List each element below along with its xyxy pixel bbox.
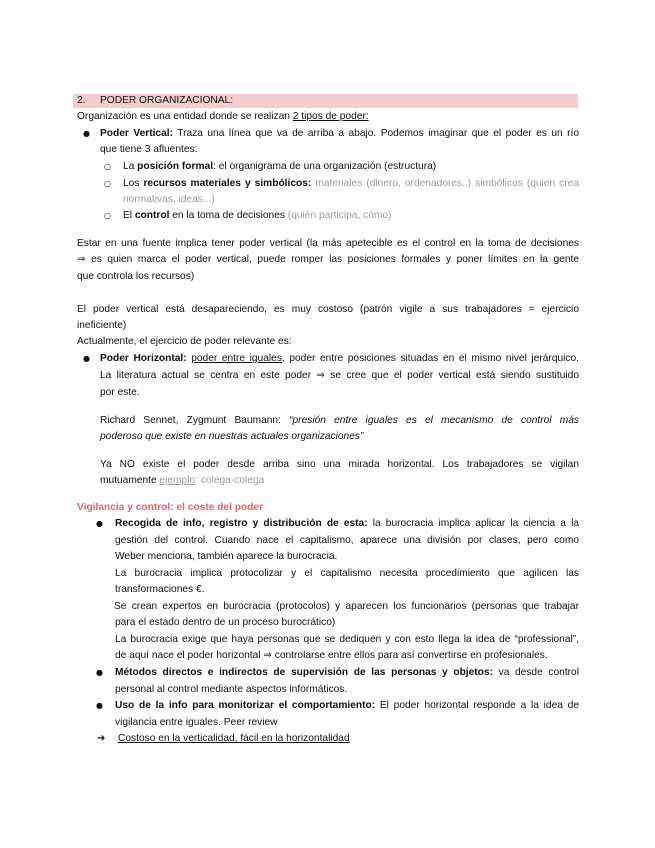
afluente-term: posición formal <box>137 161 214 172</box>
paragraph-line: ⇒ es quien marca el poder vertical, puede romper las posiciones formales y poner límites en la gente <box>77 254 579 265</box>
example-text: : colega-colega <box>195 475 265 486</box>
bullet-icon: ● <box>83 129 90 138</box>
afluente-lead: Los <box>123 178 144 189</box>
afluente-gray-text: materiales (dinero, ordenadores..) simbólicos (quien crea <box>315 178 579 189</box>
recogida-line: gestión del control. Cuando nace el capitalismo, aparece una división por clases, pero como <box>115 535 579 546</box>
poder-vertical-line-2: que tiene 3 afluentes: <box>100 144 198 155</box>
metodos-line <box>115 666 579 680</box>
paragraph-line: Actualmente, el ejercicio de poder relevante es: <box>77 336 292 347</box>
uso-info-line <box>115 699 579 713</box>
quote-line <box>100 414 579 428</box>
poder-vertical-text: Traza una línea que va de arriba a abajo. Podemos imaginar que el poder es un río <box>172 128 580 139</box>
recogida-line: Se crean expertos en burocracia (protocolos) y aparecen los funcionarios (personas que trabajar <box>114 601 579 612</box>
recogida-term: Recogida de info, registro y distribución de esta: <box>115 518 368 529</box>
poder-horizontal-underlined: poder entre iguales <box>191 353 282 364</box>
recogida-line: de aquí nace el poder horizontal ⇒ controlarse entre ellos para así convertirse en profesionales. <box>115 650 548 661</box>
conclusion: Costoso en la verticalidad, fácil en la horizontalidad <box>118 733 350 744</box>
bullet-icon: ● <box>96 701 103 710</box>
recogida-line: Weber menciona, también aparece la burocracia. <box>115 551 338 562</box>
afluente-control <box>123 209 391 223</box>
mirada-text: mutuamente <box>100 475 160 486</box>
uso-info-term: Uso de la info para monitorizar el comportamiento: <box>115 700 376 711</box>
paragraph-line: Estar en una fuente implica tener poder vertical (la más apetecible es el control en la toma de decisiones <box>77 238 579 249</box>
bullet-icon: ● <box>96 519 103 528</box>
poder-vertical-line <box>100 127 579 141</box>
recogida-text: la burocracia implica aplicar la ciencia a la <box>367 518 579 529</box>
poder-horizontal-text: , poder entre posiciones situadas en el mismo nivel jerárquico. <box>281 353 579 364</box>
arrow-icon: ➔ <box>97 733 106 744</box>
afluente-text: : el organigrama de una organización (estructura) <box>213 161 437 172</box>
example-link: ejemplo <box>159 475 196 486</box>
poder-horizontal-line-3: por este. <box>100 387 140 398</box>
afluente-text: en la toma de decisiones <box>169 210 288 221</box>
mirada-line: Ya NO existe el poder desde arriba sino una mirada horizontal. Los trabajadores se vigilan <box>100 459 579 470</box>
recogida-line: para el estado dentro de un proceso burocrático) <box>115 617 336 628</box>
afluente-recursos <box>123 177 579 191</box>
section-title: PODER ORGANIZACIONAL: <box>100 95 234 106</box>
quote-authors: Richard Sennet, Zygmunt Baumann: <box>100 415 290 426</box>
subsection-heading: Vigilancia y control: el coste del poder <box>77 502 264 513</box>
sub-bullet-icon: ○ <box>104 162 111 171</box>
section-heading <box>73 94 578 108</box>
section-number: 2. <box>77 95 86 106</box>
sub-bullet-icon: ○ <box>104 179 111 188</box>
intro-underlined: 2 tipos de poder: <box>292 111 369 122</box>
afluente-lead: La <box>123 161 138 172</box>
afluente-term: recursos materiales y simbólicos: <box>143 178 316 189</box>
recogida-line: La burocracia implica protocolizar y el capitalismo necesita procedimiento que agilicen las <box>115 568 579 579</box>
metodos-line-2: personal al control mediante aspectos informáticos. <box>115 684 348 695</box>
uso-info-line-2: vigilancia entre iguales. Peer review <box>115 717 278 728</box>
paragraph-line: ineficiente) <box>77 320 127 331</box>
metodos-text: va desde control <box>492 667 579 678</box>
recogida-line: La burocracia exige que haya personas que se dediquen y con esto llega la idea de “professional”, <box>115 634 579 645</box>
poder-horizontal-line <box>100 352 579 366</box>
bullet-icon: ● <box>96 668 103 677</box>
sub-bullet-icon: ○ <box>104 211 111 220</box>
paragraph-line: El poder vertical está desapareciendo, es muy costoso (patrón vigile a sus trabajadores = ejercicio <box>77 304 579 315</box>
quote-line-2: poderoso que existe en nuestras actuales organizaciones” <box>100 431 364 442</box>
poder-vertical-term: Poder Vertical: <box>100 128 173 139</box>
afluente-lead: El <box>123 210 135 221</box>
paragraph-line: que controla los recursos) <box>77 271 195 282</box>
afluente-term: control <box>134 210 170 221</box>
bullet-icon: ● <box>83 354 90 363</box>
recogida-line: transformaciones €. <box>115 584 205 595</box>
poder-horizontal-term: Poder Horizontal: <box>100 353 192 364</box>
uso-info-text: El poder horizontal responde a la idea de <box>375 700 579 711</box>
afluente-gray-text: (quién participa, cómo) <box>287 210 392 221</box>
afluente-recursos-line-2: normativas, ideas...) <box>123 194 215 205</box>
quote-text: “presión entre iguales es el mecanismo de control más <box>289 415 579 426</box>
intro-text: Organización es una entidad donde se realizan <box>77 111 293 122</box>
recogida-line <box>115 517 579 531</box>
mirada-line-2 <box>100 474 264 488</box>
intro-line <box>77 110 369 124</box>
afluente-posicion-formal <box>123 160 436 174</box>
metodos-term: Métodos directos e indirectos de supervisión de las personas y objetos: <box>115 667 493 678</box>
poder-horizontal-line-2: La literatura actual se centra en este poder ⇒ se cree que el poder vertical está siendo sustituido <box>100 370 579 381</box>
